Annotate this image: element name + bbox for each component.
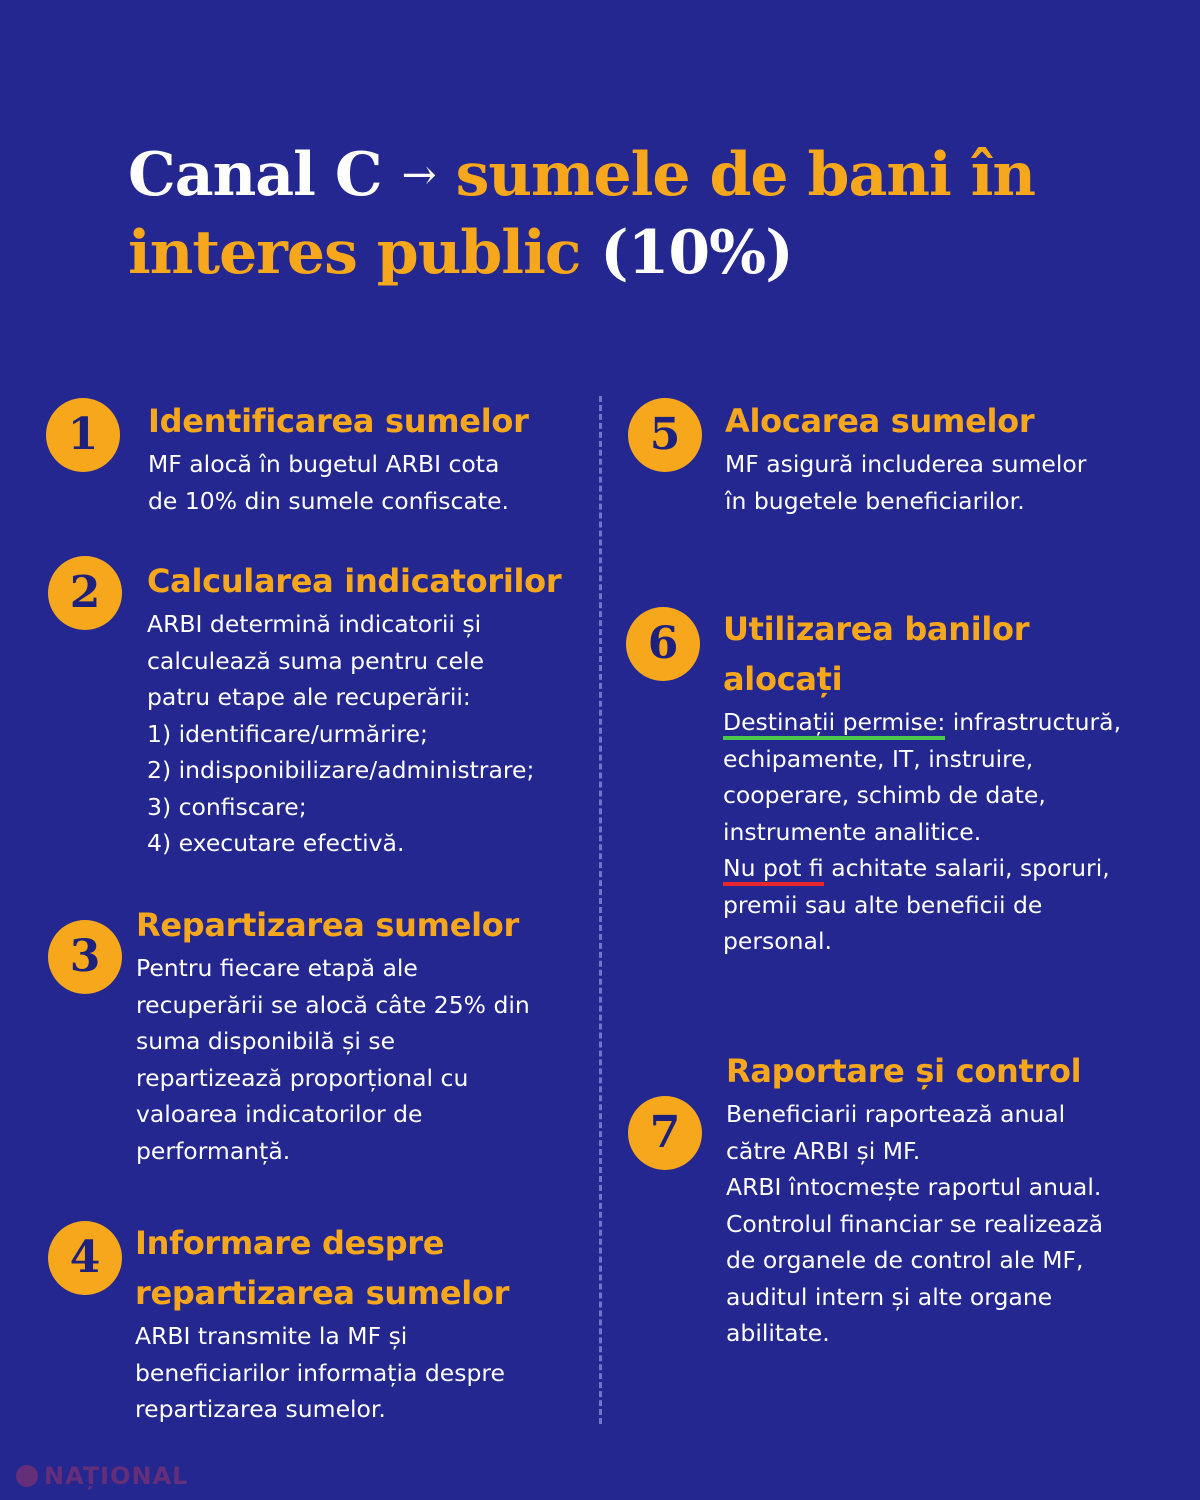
step-line: instrumente analitice. bbox=[723, 817, 982, 846]
allowed-label: Destinații permise: bbox=[723, 708, 945, 740]
step-line: beneficiarilor informația despre bbox=[135, 1358, 505, 1387]
step-line: Pentru fiecare etapă ale bbox=[136, 954, 418, 982]
watermark-logo bbox=[16, 1462, 188, 1490]
step-line: Controlul financiar se realizează bbox=[726, 1209, 1103, 1238]
step-line: repartizarea sumelor. bbox=[135, 1395, 386, 1423]
step-line: MF alocă în bugetul ARBI cota bbox=[148, 450, 500, 478]
step-line: 3) confiscare; bbox=[147, 792, 307, 821]
page-title bbox=[128, 136, 1128, 292]
step-line: auditul intern și alte organe bbox=[726, 1282, 1053, 1311]
step-number-badge: 2 bbox=[48, 556, 122, 630]
step-title-line: Utilizarea banilor bbox=[723, 610, 1030, 648]
step-line: repartizează proporțional cu bbox=[136, 1063, 469, 1092]
step-title: Alocarea sumelor bbox=[725, 402, 1035, 440]
step-number-badge: 3 bbox=[48, 920, 122, 994]
step-line: de organele de control ale MF, bbox=[726, 1246, 1084, 1274]
step-title: Raportare și control bbox=[726, 1052, 1082, 1090]
step-line: personal. bbox=[723, 927, 832, 955]
step-number-badge: 7 bbox=[628, 1096, 702, 1170]
step-line: MF asigură includerea sumelor bbox=[725, 450, 1087, 478]
title-highlight-2: interes public bbox=[128, 218, 581, 288]
step-number-badge: 5 bbox=[628, 398, 702, 472]
step-line: performanță. bbox=[136, 1136, 291, 1165]
title-canal: Canal C bbox=[128, 140, 382, 210]
step-number-badge: 6 bbox=[626, 607, 700, 681]
allowed-line bbox=[723, 704, 1185, 741]
step-title: Identificarea sumelor bbox=[148, 402, 529, 440]
step-line: echipamente, IT, instruire, bbox=[723, 744, 1034, 773]
step-line: către ARBI și MF. bbox=[726, 1136, 921, 1165]
step-line: ARBI transmite la MF și bbox=[135, 1322, 408, 1350]
step-line: Beneficiarii raportează anual bbox=[726, 1100, 1066, 1128]
column-divider bbox=[599, 396, 602, 1424]
title-percent: (10%) bbox=[600, 218, 793, 288]
step-line: recuperării se alocă câte 25% din bbox=[136, 990, 530, 1019]
step-line: 4) executare efectivă. bbox=[147, 829, 405, 857]
step-line: de 10% din sumele confiscate. bbox=[148, 486, 510, 515]
forbidden-line bbox=[723, 850, 1185, 887]
step-title-line: alocați bbox=[723, 660, 843, 698]
step-number-badge: 1 bbox=[46, 398, 120, 472]
logo-icon bbox=[16, 1465, 38, 1487]
step-line: ARBI determină indicatorii și bbox=[147, 610, 482, 638]
step-line: 2) indisponibilizare/administrare; bbox=[147, 756, 535, 784]
step-title-line: Informare despre bbox=[135, 1224, 445, 1262]
forbidden-label: Nu pot fi bbox=[723, 854, 824, 886]
step-title: Calcularea indicatorilor bbox=[147, 562, 562, 600]
watermark-text: NAȚIONAL bbox=[44, 1462, 189, 1490]
step-line: în bugetele beneficiarilor. bbox=[725, 486, 1025, 515]
step-line: suma disponibilă și se bbox=[136, 1027, 396, 1055]
step-line: premii sau alte beneficii de bbox=[723, 890, 1043, 919]
step-line: cooperare, schimb de date, bbox=[723, 781, 1046, 809]
title-highlight-1: sumele de bani în bbox=[455, 140, 1036, 210]
step-title-line: repartizarea sumelor bbox=[135, 1274, 510, 1312]
step-line: abilitate. bbox=[726, 1319, 830, 1347]
step-line: calculează suma pentru cele bbox=[147, 646, 485, 675]
title-line-2 bbox=[128, 214, 1128, 292]
step-line: patru etape ale recuperării: bbox=[147, 683, 471, 711]
forbidden-rest: achitate salarii, sporuri, bbox=[823, 854, 1110, 882]
allowed-rest: infrastructură, bbox=[945, 708, 1122, 736]
step-line: 1) identificare/urmărire; bbox=[147, 719, 428, 748]
arrow-icon: → bbox=[401, 150, 436, 199]
title-line-1 bbox=[128, 136, 1128, 214]
step-line: ARBI întocmește raportul anual. bbox=[726, 1173, 1102, 1201]
step-number-badge: 4 bbox=[48, 1221, 122, 1295]
step-title: Repartizarea sumelor bbox=[136, 906, 519, 944]
step-line: valoarea indicatorilor de bbox=[136, 1100, 423, 1128]
